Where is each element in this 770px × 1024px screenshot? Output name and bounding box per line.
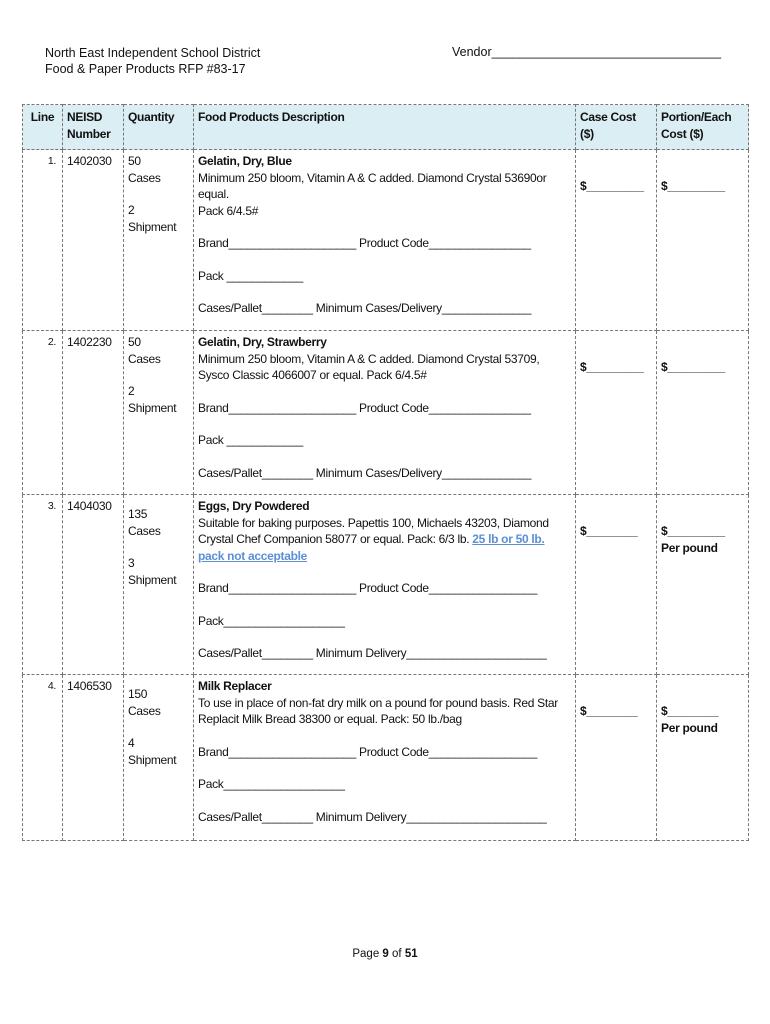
qty-cases: 150: [128, 687, 148, 701]
pallet-line: Cases/Pallet________ Minimum Cases/Delivery______________: [198, 301, 532, 315]
quantity-cell: [124, 331, 194, 495]
line-number: 2.: [23, 331, 63, 495]
pack-line: Pack ____________: [198, 433, 303, 447]
qty-shipment: 2: [128, 384, 135, 398]
products-table: [22, 104, 749, 841]
product-description: Minimum 250 bloom, Vitamin A & C added. Diamond Crystal 53690or equal.: [198, 170, 547, 201]
table-row: [23, 495, 749, 675]
neisd-number: 1402030: [63, 150, 124, 331]
col-quantity-header: Quantity: [124, 105, 194, 150]
portion-cost-blank: $________: [661, 704, 719, 718]
pallet-line: Cases/Pallet________ Minimum Cases/Delivery______________: [198, 465, 532, 480]
quantity-cell: [124, 675, 194, 841]
qty-cases-label: Cases: [128, 170, 161, 185]
case-cost-cell: [576, 675, 657, 841]
table-header-row: [23, 105, 749, 150]
pack-line: Pack___________________: [198, 777, 345, 791]
qty-cases: 50: [128, 335, 141, 349]
page-total: 51: [404, 948, 418, 960]
page-footer: [0, 948, 770, 960]
case-cost-blank: $________: [580, 704, 638, 718]
case-cost-cell: [576, 331, 657, 495]
quantity-cell: [124, 150, 194, 331]
portion-cost-cell: [657, 331, 749, 495]
qty-shipment: 2: [128, 203, 135, 217]
product-description: [198, 515, 571, 565]
per-pound-label: Per pound: [661, 540, 718, 555]
qty-shipment-label: Shipment: [128, 572, 177, 587]
brand-line: Brand____________________ Product Code_________________: [198, 581, 538, 595]
product-description: Minimum 250 bloom, Vitamin A & C added. Diamond Crystal 53709, Sysco Classic 4066007 or equal. Pack 6/4.5#: [198, 351, 540, 382]
product-title: Gelatin, Dry, Blue: [198, 154, 292, 168]
vendor-field: Vendor_________________________________: [452, 45, 722, 59]
product-description-text: Suitable for baking purposes. Papettis 100, Michaels 43203, Diamond Crystal Chef Companion 58077 or equal. Pack: 6/3 lb.: [198, 515, 549, 546]
qty-cases: 50: [128, 154, 141, 168]
qty-cases: 135: [128, 507, 148, 521]
not-acceptable-note: 25 lb or 50 lb. pack not acceptable: [198, 532, 545, 563]
neisd-number: 1404030: [63, 495, 124, 675]
product-title: Milk Replacer: [198, 679, 272, 693]
qty-shipment-label: Shipment: [128, 219, 177, 234]
line-number: 1.: [23, 150, 63, 331]
rfp-title: Food & Paper Products RFP #83-17: [45, 62, 246, 76]
case-cost-blank: $_________: [580, 360, 644, 374]
col-portion-cost-header: Portion/Each Cost ($): [657, 105, 749, 150]
portion-cost-cell: [657, 675, 749, 841]
description-cell: [194, 331, 576, 495]
col-line-header: Line: [23, 105, 63, 150]
table-row: [23, 331, 749, 495]
qty-cases-label: Cases: [128, 351, 161, 366]
table-row: [23, 150, 749, 331]
portion-cost-blank: $_________: [661, 360, 725, 374]
document-header: [45, 45, 260, 77]
qty-shipment: 4: [128, 736, 135, 750]
page-number: 9: [382, 948, 389, 960]
line-number: 3.: [23, 495, 63, 675]
quantity-cell: [124, 495, 194, 675]
qty-cases-label: Cases: [128, 523, 161, 538]
per-pound-label: Per pound: [661, 720, 718, 735]
brand-line: Brand____________________ Product Code________________: [198, 400, 531, 415]
col-case-cost-header: Case Cost ($): [576, 105, 657, 150]
pack-line: Pack ____________: [198, 268, 303, 283]
pallet-line: Cases/Pallet________ Minimum Delivery______________________: [198, 646, 547, 660]
table-row: [23, 675, 749, 841]
pallet-line: Cases/Pallet________ Minimum Delivery______________________: [198, 809, 547, 824]
line-number: 4.: [23, 675, 63, 841]
neisd-number: 1406530: [63, 675, 124, 841]
district-name: North East Independent School District: [45, 46, 261, 60]
qty-shipment-label: Shipment: [128, 400, 177, 415]
product-description: To use in place of non-fat dry milk on a pound for pound basis. Red Star Replacit Milk Bread 38300 or equal. Pack: 50 lb./bag: [198, 695, 558, 726]
of-word: of: [392, 948, 402, 960]
brand-line: Brand____________________ Product Code_________________: [198, 744, 538, 759]
qty-shipment: 3: [128, 556, 135, 570]
pack-line: Pack___________________: [198, 613, 345, 628]
page-word: Page: [352, 948, 380, 960]
portion-cost-cell: [657, 495, 749, 675]
case-cost-cell: [576, 495, 657, 675]
col-description-header: Food Products Description: [194, 105, 576, 150]
portion-cost-blank: $_________: [661, 524, 725, 538]
description-cell: [194, 495, 576, 675]
product-title: Eggs, Dry Powdered: [198, 499, 310, 513]
case-cost-blank: $________: [580, 524, 638, 538]
pack-spec: Pack 6/4.5#: [198, 203, 259, 218]
portion-cost-blank: $_________: [661, 179, 725, 193]
case-cost-blank: $_________: [580, 179, 644, 193]
qty-cases-label: Cases: [128, 703, 161, 718]
portion-cost-cell: [657, 150, 749, 331]
neisd-number: 1402230: [63, 331, 124, 495]
qty-shipment-label: Shipment: [128, 752, 177, 767]
case-cost-cell: [576, 150, 657, 331]
col-neisd-header: NEISD Number: [63, 105, 124, 150]
description-cell: [194, 675, 576, 841]
description-cell: [194, 150, 576, 331]
brand-line: Brand____________________ Product Code________________: [198, 236, 531, 250]
product-title: Gelatin, Dry, Strawberry: [198, 335, 327, 349]
